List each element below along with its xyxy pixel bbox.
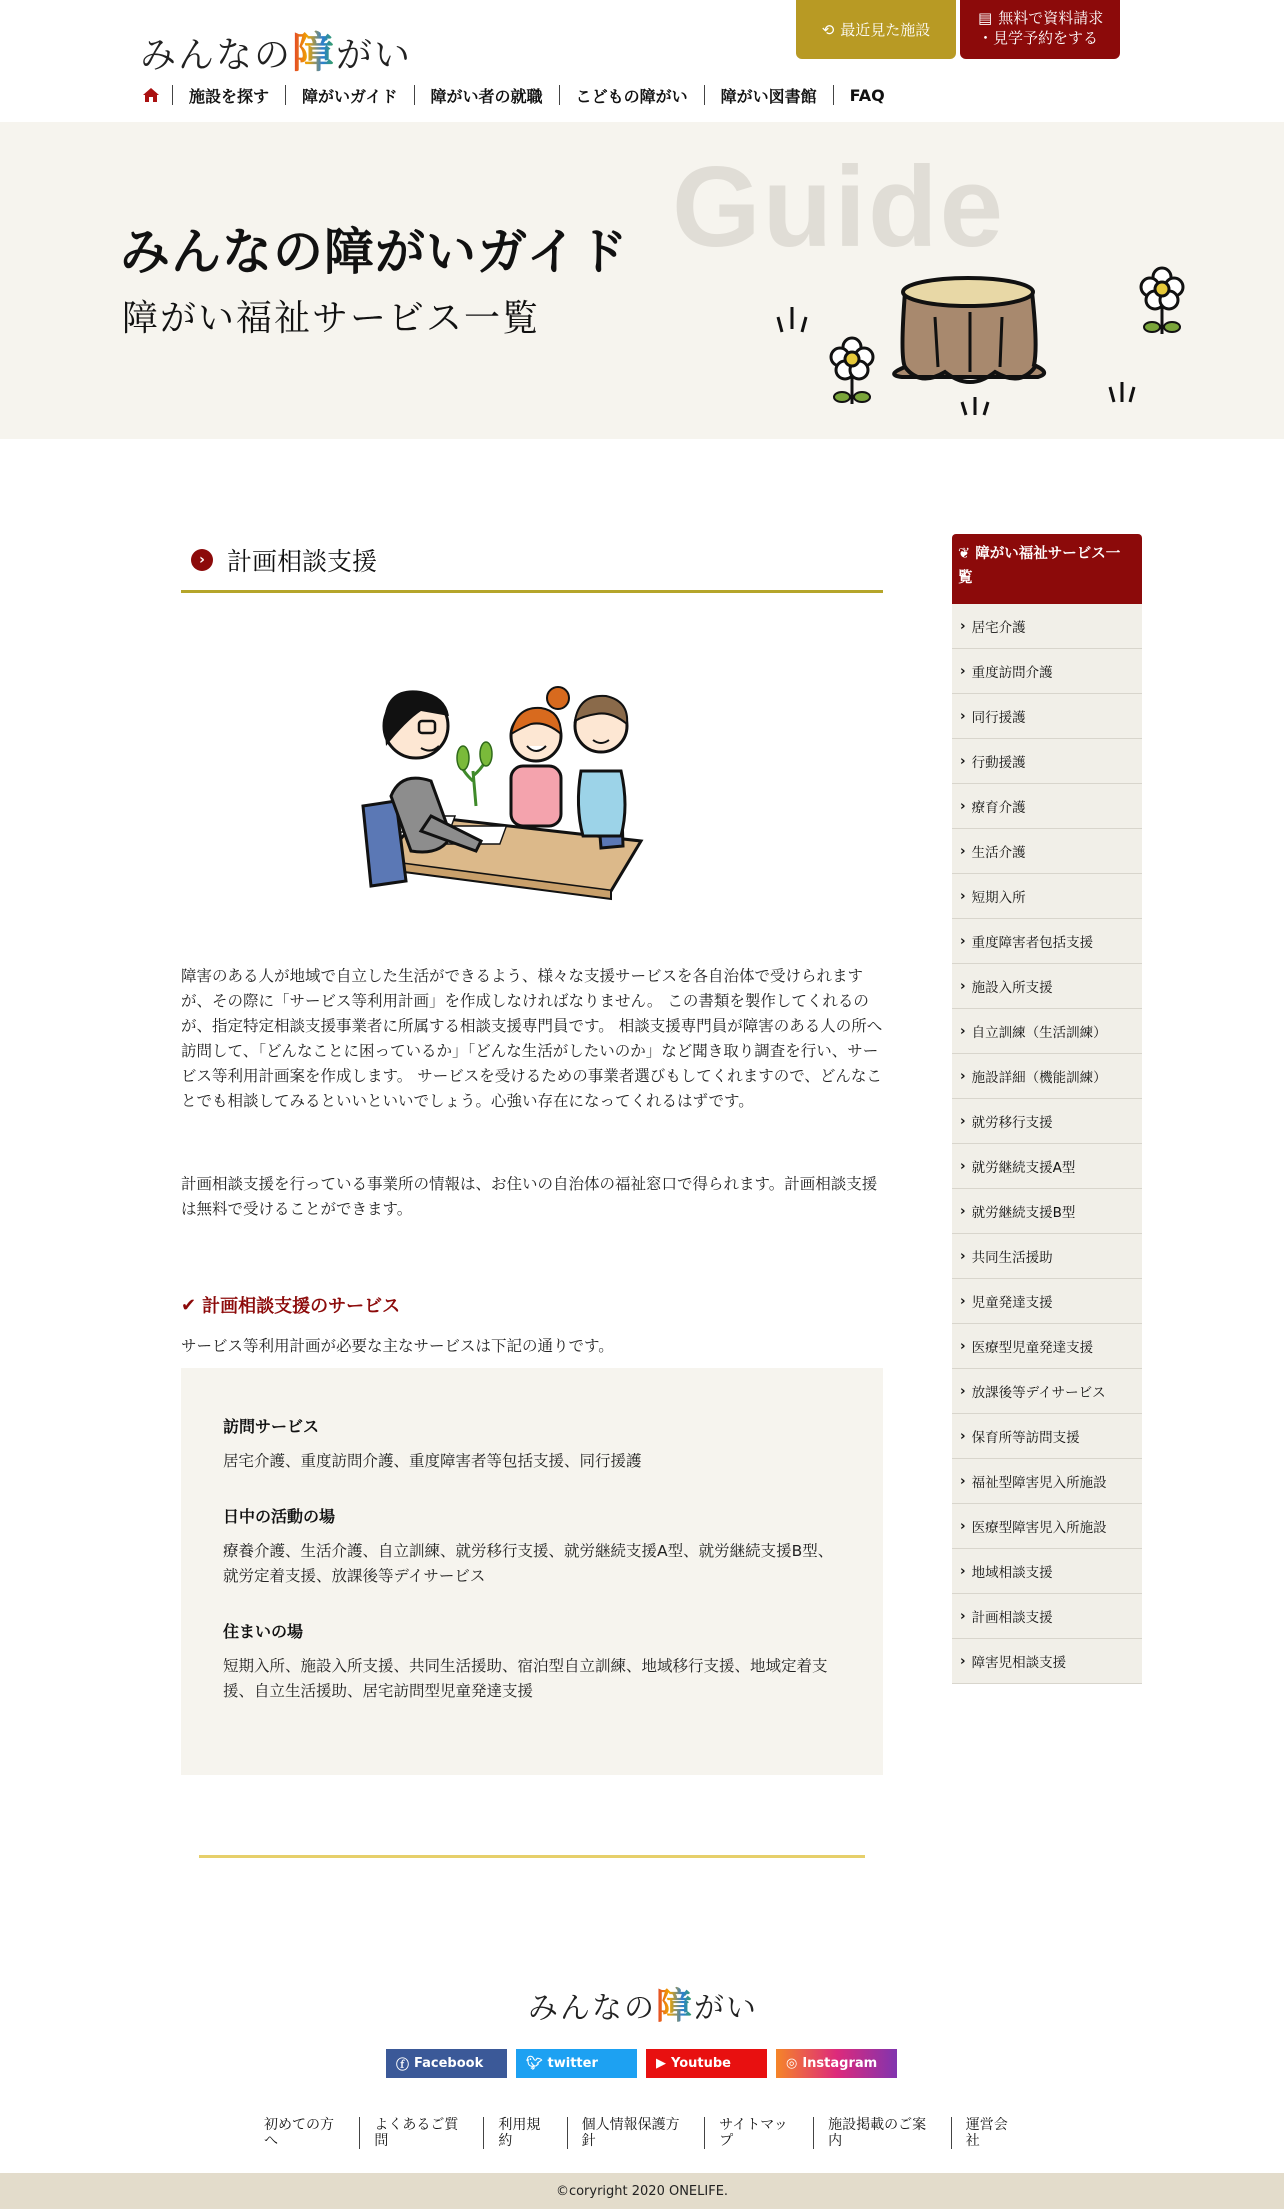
footer-logo-accent: 障: [656, 1986, 695, 2027]
nav-item-children[interactable]: こどもの障がい: [560, 85, 705, 105]
sidebar-item[interactable]: [952, 919, 1142, 964]
instagram-button[interactable]: [776, 2049, 897, 2078]
consultation-illustration: [361, 676, 701, 906]
service-category-title: 住まいの場: [223, 1622, 304, 1641]
services-intro: サービス等利用計画が必要な主なサービスは下記の通りです。: [181, 1337, 614, 1355]
chevron-right-icon: ›: [960, 1428, 966, 1444]
document-icon: ▤: [978, 9, 993, 27]
chevron-right-icon: ›: [960, 1248, 966, 1264]
chevron-right-icon: ›: [960, 1653, 966, 1669]
sidebar-item[interactable]: [952, 1639, 1142, 1684]
sidebar-item[interactable]: [952, 1279, 1142, 1324]
chevron-right-icon: ›: [960, 1518, 966, 1534]
footer-link-terms[interactable]: 利用規約: [484, 2117, 567, 2149]
nav-item-search-facility[interactable]: 施設を探す: [173, 85, 286, 105]
sidebar-item-label: 行動援護: [971, 755, 1026, 771]
youtube-button[interactable]: [646, 2049, 767, 2078]
sidebar-item[interactable]: [952, 1549, 1142, 1594]
footer-link-first-time[interactable]: 初めての方へ: [250, 2117, 360, 2149]
footer-logo[interactable]: [528, 1978, 758, 2029]
sidebar-item[interactable]: [952, 1504, 1142, 1549]
sidebar-item-label: 医療型児童発達支援: [971, 1340, 1094, 1356]
chevron-right-icon: ›: [960, 708, 966, 724]
chevron-right-icon: ›: [960, 1113, 966, 1129]
sidebar-item-label: 同行援護: [971, 710, 1026, 726]
tree-stump-illustration: [770, 247, 1200, 427]
chevron-right-icon: ›: [960, 1383, 966, 1399]
chevron-right-icon: ›: [960, 1608, 966, 1624]
copyright-text: ©coryright 2020 ONELIFE.: [555, 2183, 729, 2199]
footer-logo-tail: がい: [694, 1991, 759, 2026]
sidebar-item[interactable]: [952, 784, 1142, 829]
chevron-right-icon: ›: [960, 843, 966, 859]
hero-banner: [0, 122, 1284, 439]
sidebar-item-label: 福祉型障害児入所施設: [971, 1475, 1107, 1491]
sidebar-item[interactable]: [952, 1144, 1142, 1189]
sidebar-item-label: 就労移行支援: [971, 1115, 1053, 1131]
chevron-right-icon: ›: [960, 1338, 966, 1354]
copyright-bar: [0, 2173, 1284, 2209]
service-category-title: 日中の活動の場: [223, 1507, 336, 1526]
footer-link-sitemap[interactable]: サイトマップ: [705, 2117, 814, 2149]
sidebar-item[interactable]: [952, 1324, 1142, 1369]
sidebar-item-label: 障害児相談支援: [971, 1655, 1067, 1671]
sidebar-item[interactable]: [952, 964, 1142, 1009]
instagram-label: Instagram: [802, 2056, 878, 2071]
main-nav: [140, 82, 901, 108]
footer-link-faq[interactable]: よくあるご質問: [360, 2117, 484, 2149]
service-category-text: 短期入所、施設入所支援、共同生活援助、宿泊型自立訓練、地域移行支援、地域定着支援、自立生活援助、居宅訪問型児童発達支援: [223, 1657, 828, 1700]
sidebar-item[interactable]: [952, 694, 1142, 739]
service-category-text: 療養介護、生活介護、自立訓練、就労移行支援、就労継続支援A型、就労継続支援B型、就労定着支援、放課後等デイサービス: [223, 1542, 834, 1585]
footer-links: [250, 2117, 1034, 2149]
footer-link-listing[interactable]: 施設掲載のご案内: [814, 2117, 952, 2149]
sidebar-item[interactable]: [952, 1099, 1142, 1144]
sidebar-item-label: 就労継続支援A型: [971, 1160, 1076, 1176]
service-category-title: 訪問サービス: [223, 1417, 320, 1436]
service-category-text: 居宅介護、重度訪問介護、重度障害者等包括支援、同行援護: [223, 1452, 642, 1470]
sidebar-item-label: 児童発達支援: [971, 1295, 1053, 1311]
sidebar-item-label: 居宅介護: [971, 620, 1026, 636]
nav-item-employment[interactable]: 障がい者の就職: [415, 85, 560, 105]
chevron-right-icon: ›: [960, 1473, 966, 1489]
twitter-icon: 🐦︎: [526, 2056, 543, 2071]
chevron-right-icon: ›: [960, 1068, 966, 1084]
sidebar-item-label: 計画相談支援: [971, 1610, 1053, 1626]
twitter-label: twitter: [547, 2056, 598, 2071]
sidebar-item-label: 重度障害者包括支援: [971, 935, 1094, 951]
nav-item-faq[interactable]: FAQ: [849, 85, 885, 105]
page-heading: [181, 530, 883, 593]
youtube-icon: ▶: [656, 2056, 666, 2071]
sidebar-list: [952, 604, 1142, 1684]
description-paragraph-2: 計画相談支援を行っている事業所の情報は、お住いの自治体の福祉窓口で得られます。計画相談支援は無料で受けることができます。: [181, 1175, 878, 1218]
sidebar-item-label: 療育介護: [971, 800, 1026, 816]
checkmark-icon: ✔: [181, 1294, 197, 1316]
nav-item-library[interactable]: 障がい図書館: [705, 85, 834, 105]
sidebar-heading: [952, 534, 1142, 604]
sidebar-item-label: 医療型障害児入所施設: [971, 1520, 1107, 1536]
chevron-right-icon: ›: [960, 1023, 966, 1039]
footer-link-company[interactable]: 運営会社: [965, 2117, 1008, 2149]
section-divider: [199, 1855, 865, 1858]
sidebar-item-label: 重度訪問介護: [971, 665, 1053, 681]
facebook-icon: ⓕ: [396, 2058, 410, 2073]
recent-viewed-label: 最近見た施設: [840, 21, 931, 39]
sidebar-item-label: 就労継続支援B型: [971, 1205, 1076, 1221]
chevron-right-icon: ›: [960, 753, 966, 769]
sidebar-heading-text: 障がい福祉サービス一覧: [958, 546, 1121, 586]
chevron-right-icon: ›: [960, 798, 966, 814]
services-heading-text: 計画相談支援のサービス: [202, 1296, 401, 1317]
sidebar-item-label: 地域相談支援: [971, 1565, 1053, 1581]
hero-subtitle: 障がい福祉サービス一覧: [122, 298, 541, 339]
history-icon: ⟲: [821, 20, 835, 39]
sidebar-item[interactable]: [952, 1459, 1142, 1504]
sidebar-item-label: 放課後等デイサービス: [971, 1385, 1106, 1401]
sidebar-item[interactable]: [952, 1594, 1142, 1639]
sidebar-item-label: 施設入所支援: [971, 980, 1053, 996]
sidebar-item[interactable]: [952, 1369, 1142, 1414]
logo-text-tail: がい: [336, 35, 413, 76]
sidebar-item[interactable]: [952, 649, 1142, 694]
chevron-right-icon: ›: [960, 1293, 966, 1309]
sidebar-item[interactable]: [952, 1054, 1142, 1099]
sidebar-item[interactable]: [952, 1189, 1142, 1234]
sidebar-item[interactable]: [952, 739, 1142, 784]
chevron-right-icon: ›: [960, 618, 966, 634]
footer-logo-main: みんなの: [528, 1991, 656, 2026]
request-label-line1: 無料で資料請求: [998, 9, 1104, 27]
chevron-right-icon: ›: [960, 978, 966, 994]
sidebar-item[interactable]: [952, 1009, 1142, 1054]
hero-ghost-text: Guide: [672, 144, 1006, 271]
youtube-label: Youtube: [671, 2056, 731, 2071]
site-logo[interactable]: [140, 20, 412, 80]
chevron-right-icon: ›: [960, 888, 966, 904]
facebook-label: Facebook: [414, 2056, 484, 2071]
chevron-right-icon: ›: [960, 933, 966, 949]
hero-title: みんなの障がいガイド: [120, 223, 629, 281]
sidebar: [952, 534, 1142, 1684]
sidebar-item-label: 短期入所: [971, 890, 1026, 906]
instagram-icon: ◎: [786, 2056, 798, 2071]
sidebar-item[interactable]: [952, 874, 1142, 919]
sidebar-item-label: 施設詳細（機能訓練）: [971, 1070, 1107, 1086]
twitter-button[interactable]: [516, 2049, 637, 2078]
chevron-right-icon: ›: [960, 1203, 966, 1219]
services-box: [181, 1368, 883, 1775]
description-paragraph-1: 障害のある人が地域で自立した生活ができるよう、様々な支援サービスを各自治体で受けられますが、その際に「サービス等利用計画」を作成しなければなりません。 この書類を製作してくれるのが、指定特定相談支援事業者に所属する相談支援専門員です。 相談支援専門員が障害のある人の所へ訪問して、「どんなことに困っているか」「どんな生活がしたいのか」など聞き取り調査を行い、サービス等利用計画案を作成します。 サービスを受けるための事業者選びもしてくれますので、どんなことでも相談してみるといいといいでしょう。心強い存在になってくれるはずです。: [181, 967, 883, 1110]
home-icon[interactable]: [140, 85, 173, 105]
request-info-button[interactable]: [960, 0, 1120, 59]
logo-text-main: みんなの: [140, 35, 293, 76]
chevron-circle-icon: ›: [191, 549, 213, 571]
chevron-right-icon: ›: [960, 1158, 966, 1174]
nav-item-guide[interactable]: 障がいガイド: [286, 85, 415, 105]
chevron-right-icon: ›: [960, 1563, 966, 1579]
sidebar-item-label: 共同生活援助: [971, 1250, 1053, 1266]
sidebar-item-label: 生活介護: [971, 845, 1026, 861]
services-heading: [181, 1292, 400, 1318]
request-label-line2: ・見学予約をする: [978, 29, 1099, 47]
sidebar-item[interactable]: [952, 1234, 1142, 1279]
logo-text-accent: 障: [292, 28, 337, 77]
recent-viewed-button[interactable]: [796, 0, 956, 59]
chevron-right-icon: ›: [960, 663, 966, 679]
sidebar-item-label: 保育所等訪問支援: [971, 1430, 1080, 1446]
sidebar-item-label: 自立訓練（生活訓練）: [971, 1025, 1107, 1041]
sidebar-item[interactable]: [952, 1414, 1142, 1459]
main-content: [181, 530, 883, 1700]
facebook-button[interactable]: [386, 2049, 507, 2078]
leaf-icon: ❦: [958, 546, 971, 562]
footer-link-privacy[interactable]: 個人情報保護方針: [568, 2117, 706, 2149]
site-header: [0, 0, 1284, 122]
page-title: 計画相談支援: [227, 547, 378, 576]
sidebar-item[interactable]: [952, 604, 1142, 649]
sidebar-item[interactable]: [952, 829, 1142, 874]
